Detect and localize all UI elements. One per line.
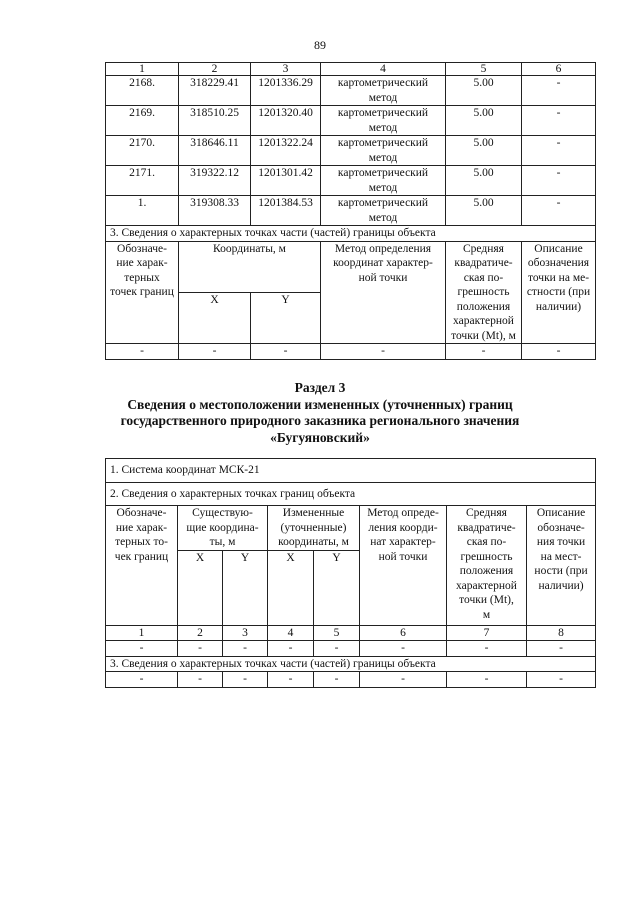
col-number: 2 [179, 63, 251, 76]
n-cell: 1. [106, 196, 179, 226]
y-cell: 1201384.53 [251, 196, 321, 226]
method-cell: картометрический метод [321, 106, 446, 136]
col-number: 6 [522, 63, 596, 76]
x-cell: 318646.11 [179, 136, 251, 166]
x-cell: 319322.12 [179, 166, 251, 196]
y-header: Y [251, 292, 321, 343]
x-cell: 318510.25 [179, 106, 251, 136]
empty-row: - - - - - - - - [106, 672, 596, 688]
mt-cell: 5.00 [446, 136, 522, 166]
y-cell: 1201322.24 [251, 136, 321, 166]
empty-row: - - - - - - [106, 344, 596, 360]
description-header: Описание обозначе- ния точки на мест- ности (при наличии) [527, 506, 596, 626]
changed-coords-header: Измененные (уточненные) координаты, м [268, 506, 360, 551]
points-heading: 2. Сведения о характерных точках границ объекта [106, 482, 596, 506]
changed-boundary-table [105, 458, 596, 688]
part-heading: 3. Сведения о характерных точках части (частей) границы объекта [106, 656, 596, 672]
part-heading: 3. Сведения о характерных точках части (частей) границы объекта [106, 226, 596, 242]
n-cell: 2168. [106, 76, 179, 106]
col-number: 3 [251, 63, 321, 76]
x-cell: 319308.33 [179, 196, 251, 226]
part-heading-row [106, 226, 596, 242]
designation-header: Обозначе- ние харак- терных точек границ [106, 241, 179, 344]
mt-cell: 5.00 [446, 106, 522, 136]
system-row [106, 459, 596, 483]
col-number: 4 [321, 63, 446, 76]
section-number: Раздел 3 [294, 380, 346, 395]
method-cell: картометрический метод [321, 76, 446, 106]
y-cell: 1201336.29 [251, 76, 321, 106]
col-number: 1 [106, 63, 179, 76]
coordinates-header: Координаты, м [179, 241, 321, 292]
accuracy-header: Средняя квадратиче- ская по- грешность положения характерной точки (Mt), м [447, 506, 527, 626]
desc-cell: - [522, 76, 596, 106]
table-row [106, 166, 596, 196]
section-line: Сведения о местоположении измененных (уточненных) границ [127, 396, 513, 412]
existing-y-header: Y [223, 550, 268, 625]
desc-cell: - [522, 136, 596, 166]
mt-cell: 5.00 [446, 76, 522, 106]
header-row-1 [106, 241, 596, 292]
changed-x-header: X [268, 550, 314, 625]
col-number: 5 [446, 63, 522, 76]
section-line: «Бугуяновский» [270, 429, 370, 445]
existing-coords-header: Существую- щие координа- ты, м [178, 506, 268, 551]
accuracy-header: Средняя квадратиче- ская по- грешность положения характерной точки (Mt), м [446, 241, 522, 344]
table-row [106, 196, 596, 226]
existing-x-header: X [178, 550, 223, 625]
n-cell: 2171. [106, 166, 179, 196]
designation-header: Обозначе- ние харак- терных то- чек границ [106, 506, 178, 626]
method-header: Метод определения координат характер- ной точки [321, 241, 446, 344]
page-number: 89 [314, 38, 326, 52]
method-cell: картометрический метод [321, 166, 446, 196]
x-cell: 318229.41 [179, 76, 251, 106]
y-cell: 1201320.40 [251, 106, 321, 136]
method-header: Метод опреде- ления коорди- нат характер- ной точки [360, 506, 447, 626]
section-title [0, 380, 640, 446]
column-number-row [106, 63, 596, 76]
x-header: X [179, 292, 251, 343]
section-line: государственного природного заказника регионального значения [120, 413, 520, 428]
empty-row: - - - - - - - - [106, 641, 596, 657]
method-cell: картометрический метод [321, 196, 446, 226]
table-row [106, 76, 596, 106]
n-cell: 2170. [106, 136, 179, 166]
table-row [106, 136, 596, 166]
column-number-row: 1 2 3 4 5 6 7 8 [106, 625, 596, 641]
method-cell: картометрический метод [321, 136, 446, 166]
n-cell: 2169. [106, 106, 179, 136]
desc-cell: - [522, 106, 596, 136]
mt-cell: 5.00 [446, 196, 522, 226]
desc-cell: - [522, 166, 596, 196]
part-heading-row [106, 656, 596, 672]
points-heading-row [106, 482, 596, 506]
description-header: Описание обозначения точки на ме- стности (при наличии) [522, 241, 596, 344]
mt-cell: 5.00 [446, 166, 522, 196]
header-row-1 [106, 506, 596, 551]
coordinate-system: 1. Система координат МСК-21 [106, 459, 596, 483]
y-cell: 1201301.42 [251, 166, 321, 196]
desc-cell: - [522, 196, 596, 226]
changed-y-header: Y [314, 550, 360, 625]
boundary-points-table [105, 62, 596, 360]
table-row [106, 106, 596, 136]
